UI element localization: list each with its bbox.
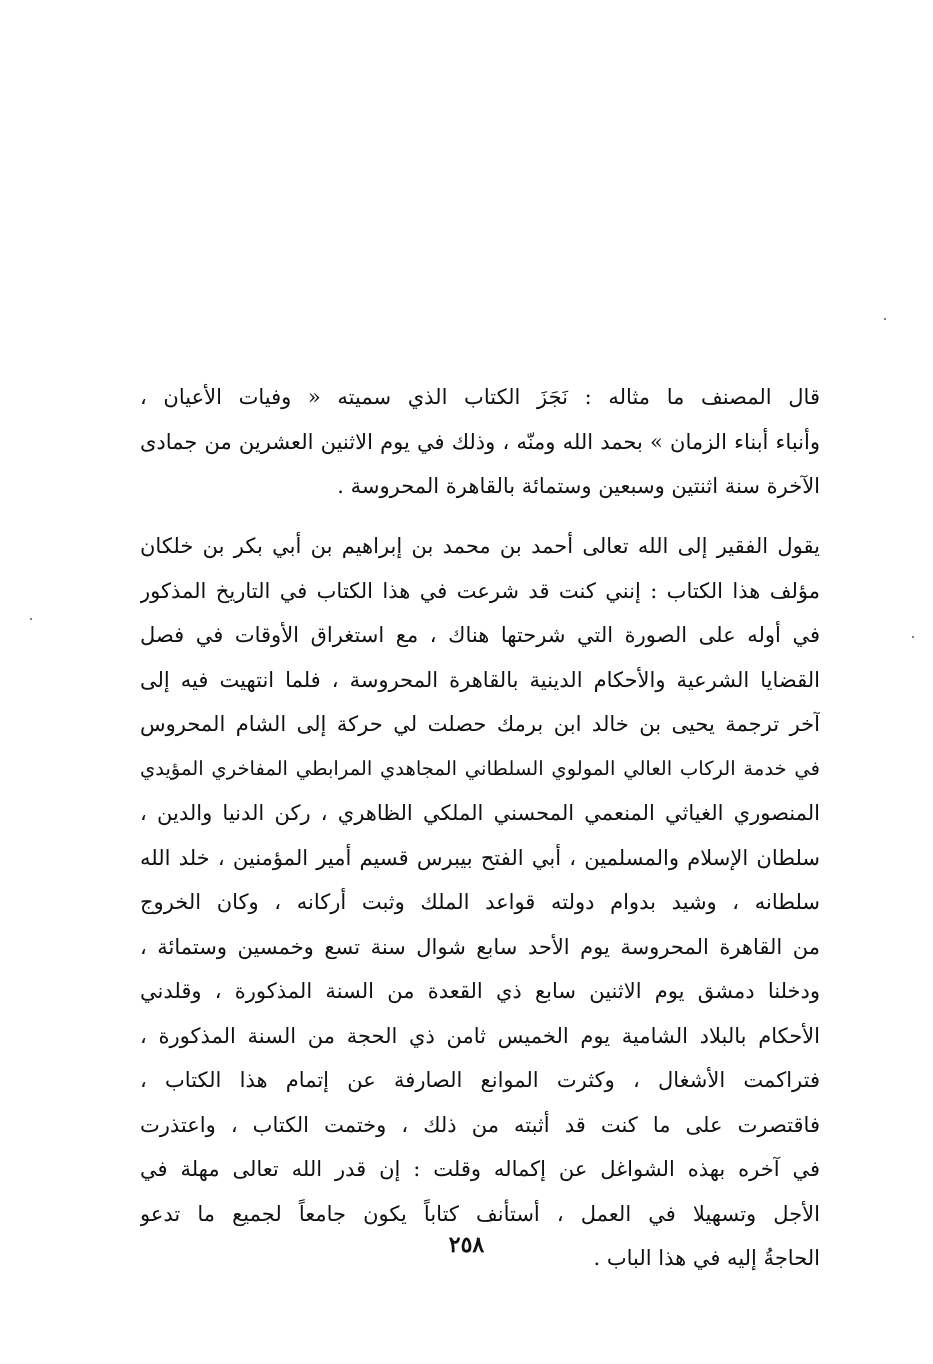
text-line: القضايا الشرعية والأحكام الدينية بالقاهرة المحروسة ، فلما انتهيت فيه إلى (140, 667, 820, 692)
text-line: سلطان الإسلام والمسلمين ، أبي الفتح بيبرس قسيم أمير المؤمنين ، خلد الله (140, 845, 820, 870)
text-line: في خدمة الركاب العالي المولوي السلطاني المجاهدي المرابطي المفاخري المؤيدي (140, 756, 820, 780)
text-line: في آخره بهذه الشواغل عن إكماله وقلت : إن قدر الله تعالى مهلة في (140, 1157, 820, 1181)
text-line: فتراكمت الأشغال ، وكثرت الموانع الصارفة عن إتمام هذا الكتاب ، (140, 1068, 820, 1092)
text-line: الآخرة سنة اثنتين وسبعين وستمائة بالقاهرة المحروسة . (337, 474, 820, 498)
author-statement-paragraph (140, 524, 820, 1281)
text-line: يقول الفقير إلى الله تعالى أحمد بن محمد بن إبراهيم بن أبي بكر بن خلكان (140, 534, 820, 558)
page-number: ٢٥٨ (448, 1232, 485, 1258)
text-line: المنصوري الغياثي المنعمي المحسني الملكي الظاهري ، ركن الدنيا والدين ، (140, 801, 820, 825)
text-line: الأجل وتسهيلا في العمل ، أستأنف كتاباً يكون جامعاً لجميع ما تدعو (140, 1201, 820, 1226)
text-line: وأنباء أبناء الزمان » بحمد الله ومنّه ، وذلك في يوم الاثنين العشرين من جمادى (140, 429, 820, 454)
closing-note-paragraph (140, 375, 820, 509)
text-line: في أوله على الصورة التي شرحتها هناك ، مع استغراق الأوقات في فصل (140, 623, 820, 647)
text-line: الأحكام بالبلاد الشامية يوم الخميس ثامن ذي الحجة من السنة المذكورة ، (140, 1023, 820, 1048)
scan-speck (30, 618, 32, 620)
text-line: سلطانه ، وشيد بدوام دولته قواعد الملك وثبت أركانه ، وكان الخروج (140, 890, 820, 914)
text-line: مؤلف هذا الكتاب : إنني كنت قد شرعت في هذا الكتاب في التاريخ المذكور (140, 578, 820, 603)
text-line: الحاجةُ إليه في هذا الباب . (593, 1246, 820, 1270)
scan-speck (884, 318, 886, 320)
text-line: آخر ترجمة يحيى بن خالد ابن برمك حصلت لي حركة إلى الشام المحروس (140, 712, 820, 736)
text-line: من القاهرة المحروسة يوم الأحد سابع شوال سنة تسع وخمسين وستمائة ، (140, 934, 820, 959)
scan-speck (912, 636, 914, 638)
text-line: ودخلنا دمشق يوم الاثنين سابع ذي القعدة من السنة المذكورة ، وقلدني (140, 979, 820, 1003)
text-line: فاقتصرت على ما كنت قد أثبته من ذلك ، وختمت الكتاب ، واعتذرت (140, 1112, 820, 1137)
text-line: قال المصنف ما مثاله : نَجَزَ الكتاب الذي سميته « وفيات الأعيان ، (140, 385, 820, 409)
